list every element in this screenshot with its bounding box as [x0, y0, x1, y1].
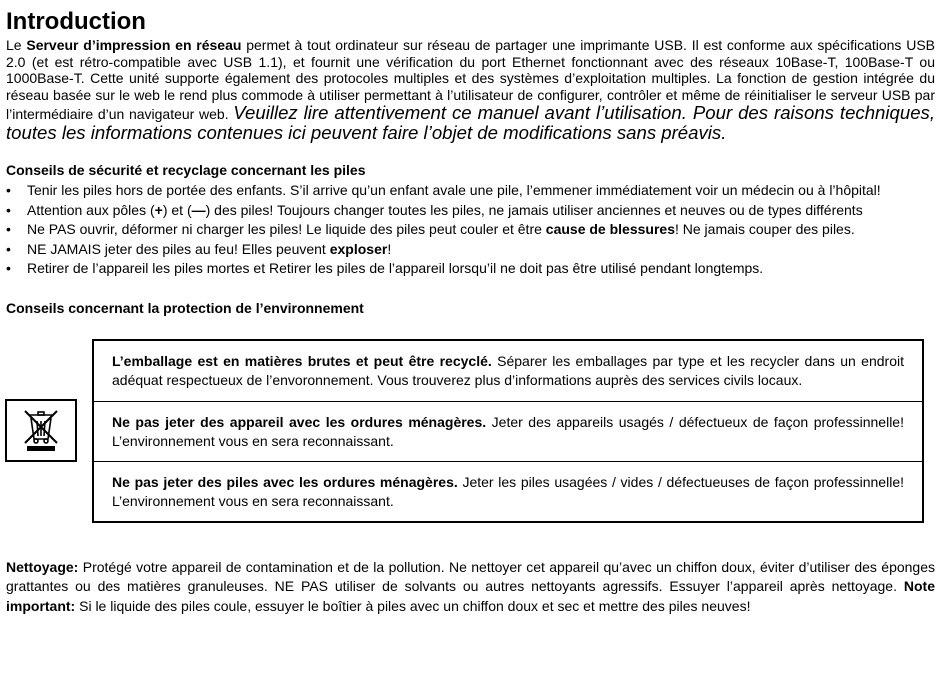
list-item-emphasis: cause de blessures	[545, 221, 675, 237]
list-item	[6, 181, 935, 201]
note-heading: Ne pas jeter des piles avec les ordures ménagères.	[112, 473, 458, 490]
list-item-text: !	[387, 240, 392, 257]
note-label: Note important:	[6, 578, 935, 614]
page-title: Introduction	[6, 8, 146, 35]
note-text: Jeter les piles usagées / vides / défectueuses de façon professinnelle! L’environnement vous en sera reconnaissant.	[112, 473, 904, 509]
cleaning-paragraph	[6, 558, 935, 617]
safety-list	[6, 181, 935, 279]
note-text: Séparer les emballages par type et les recycler dans un endroit adéquat respectueux de l’envoronnement. Vous trouverez plus d’informations auprès des services civils locaux.	[112, 352, 904, 388]
note-text: Si le liquide des piles coule, essuyer le boîtier à piles avec un chiffon doux et sec et mettre des piles neuves!	[75, 597, 751, 614]
plus-symbol: +	[154, 201, 163, 218]
list-item	[6, 259, 935, 279]
crossed-out-bin-icon	[5, 399, 77, 462]
list-item-text: Attention aux pôles (	[27, 201, 155, 218]
note-heading: L’emballage est en matières brutes et peut être recyclé.	[112, 352, 492, 369]
minus-symbol: —	[191, 201, 206, 218]
crossed-out-bin-icon-graphic	[19, 407, 63, 453]
environment-section	[6, 339, 935, 544]
note-devices	[94, 401, 922, 461]
list-item-text: NE JAMAIS jeter des piles au feu! Elles peuvent	[27, 240, 330, 257]
list-item-text: ) et (	[162, 201, 192, 218]
list-item	[6, 240, 935, 260]
environment-notes-box	[92, 339, 924, 523]
list-item-emphasis: exploser	[329, 240, 388, 257]
intro-warning: Veuillez lire attentivement ce manuel avant l’utilisation. Pour des raisons techniques, toutes les informations contenues ici peuvent faire l’objet de modifications sans préavis.	[6, 102, 936, 143]
document-page	[6, 8, 935, 616]
list-item	[6, 220, 935, 240]
intro-prefix: Le	[6, 37, 27, 53]
note-heading: Ne pas jeter des appareil avec les ordures ménagères.	[112, 413, 487, 430]
list-item-text: Ne PAS ouvrir, déformer ni charger les piles! Le liquide des piles peut couler et être	[27, 221, 546, 237]
cleaning-text: Protégé votre appareil de contamination et de la pollution. Ne nettoyer cet appareil qu’avec un chiffon doux, éviter d’utiliser des éponges grattantes ou des matières granuleuses. NE PAS utiliser de solvants ou autres nettoyants agressifs. Essuyer l’appareil après nettoyage.	[6, 558, 935, 594]
cleaning-label: Nettoyage:	[6, 558, 79, 575]
note-text: Jeter des appareils usagés / défectueux de façon professinnelle! L’environnement vous en sera reconnaissant.	[112, 413, 904, 449]
safety-title: Conseils de sécurité et recyclage concernant les piles	[6, 162, 366, 178]
intro-product-name: Serveur d’impression en réseau	[26, 37, 242, 53]
list-item-text: ! Ne jamais couper des piles.	[674, 221, 855, 237]
note-packaging	[94, 341, 922, 401]
intro-body: permet à tout ordinateur sur réseau de partager une imprimante USB. Il est conforme aux spécifications USB 2.0 (et est rétro-compatible avec USB 1.1), et fournit une vérification du port Ethernet fonctionnant avec des réseaux 10Base-T, 100Base-T ou 1000Base-T. Cette unité supporte également des protocoles multiples et des systèmes d’exploitation multiples. La fonction de gestion intégrée du réseau basée sur le web le rend plus commode à utiliser permettant à l’utilisateur de configurer, contrôler et même de réinitialiser le serveur USB par l’intermédiaire d’un navigateur web.	[6, 37, 935, 122]
note-batteries	[94, 461, 922, 521]
list-item-text: ) des piles! Toujours changer toutes les piles, ne jamais utiliser anciennes et neuves ou de types différents	[205, 201, 863, 218]
list-item	[6, 201, 935, 221]
intro-paragraph	[6, 37, 935, 143]
list-item-text: Tenir les piles hors de portée des enfants. S’il arrive qu’un enfant avale une pile, l’emmener immédiatement voir un médecin ou à l’hôpital!	[27, 182, 881, 198]
list-item-text: Retirer de l’appareil les piles mortes et Retirer les piles de l’appareil lorsqu’il ne doit pas être utilisé pendant longtemps.	[27, 260, 764, 276]
environment-title: Conseils concernant la protection de l’environnement	[6, 299, 364, 316]
